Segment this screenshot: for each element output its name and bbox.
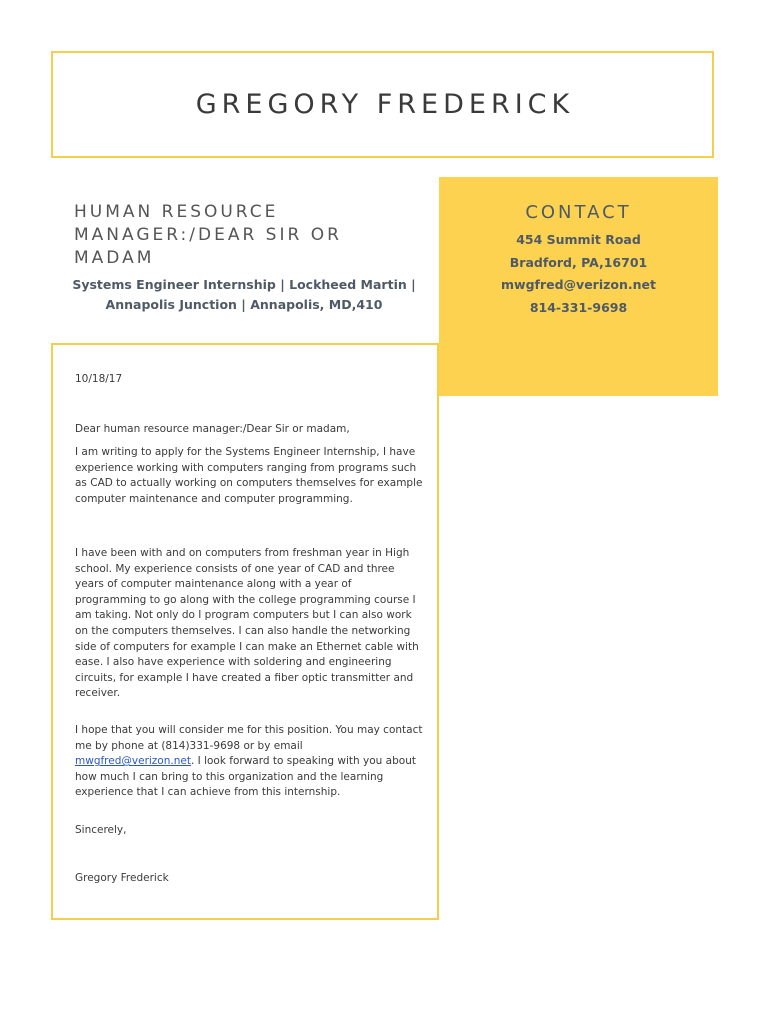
letter-signature: Gregory Frederick — [75, 872, 169, 884]
position-details — [66, 275, 422, 315]
letter-paragraph-2: I have been with and on computers from freshman year in High school. My experience consists of one year of CAD and three years of computer maintenance along with a year of programming to go along with the college programming course I am taking. Not only do I program computers but I can also work on the computers themselves. I can also handle the networking side of computers for example I can make an Ethernet cable with ease. I also have experience with soldering and engineering circuits, for example I have created a fiber optic transmitter and receiver. — [75, 547, 419, 700]
contact-title: CONTACT — [525, 202, 632, 223]
contact-city: Bradford, PA,16701 — [509, 255, 648, 270]
header-box — [51, 51, 714, 158]
position-line-2: Annapolis Junction | Annapolis, MD,410 — [105, 297, 383, 312]
letter-date: 10/18/17 — [75, 373, 123, 385]
paragraph-3-start: I hope that you will consider me for this position. You may contact me by phone at (814)331-9698 or by email — [75, 724, 423, 752]
email-link[interactable]: mwgfred@verizon.net — [75, 755, 191, 768]
contact-phone: 814-331-9698 — [529, 300, 628, 315]
contact-email[interactable]: mwgfred@verizon.net — [501, 277, 656, 292]
letter-paragraph-1: I am writing to apply for the Systems Engineer Internship, I have experience working with computers ranging from programs such as CAD to actually working on computers themselves for example computer maintenance and computer programming. — [75, 446, 423, 505]
letter-box — [51, 343, 439, 920]
contact-address: 454 Summit Road — [516, 232, 641, 247]
letter-paragraph-3 — [75, 723, 425, 801]
letter-closing: Sincerely, — [75, 824, 127, 836]
position-line-1: Systems Engineer Internship | Lockheed Martin | — [72, 277, 416, 292]
applicant-name: GREGORY FREDERICK — [195, 89, 575, 120]
contact-panel — [439, 177, 718, 396]
recipient-title: HUMAN RESOURCE MANAGER:/DEAR SIR OR MADAM — [74, 202, 342, 268]
paragraph-3-end: . I look forward to speaking with you about how much I can bring to this organization and the learning experience that I can achieve from this internship. — [75, 755, 416, 799]
letter-salutation: Dear human resource manager:/Dear Sir or madam, — [75, 423, 350, 435]
